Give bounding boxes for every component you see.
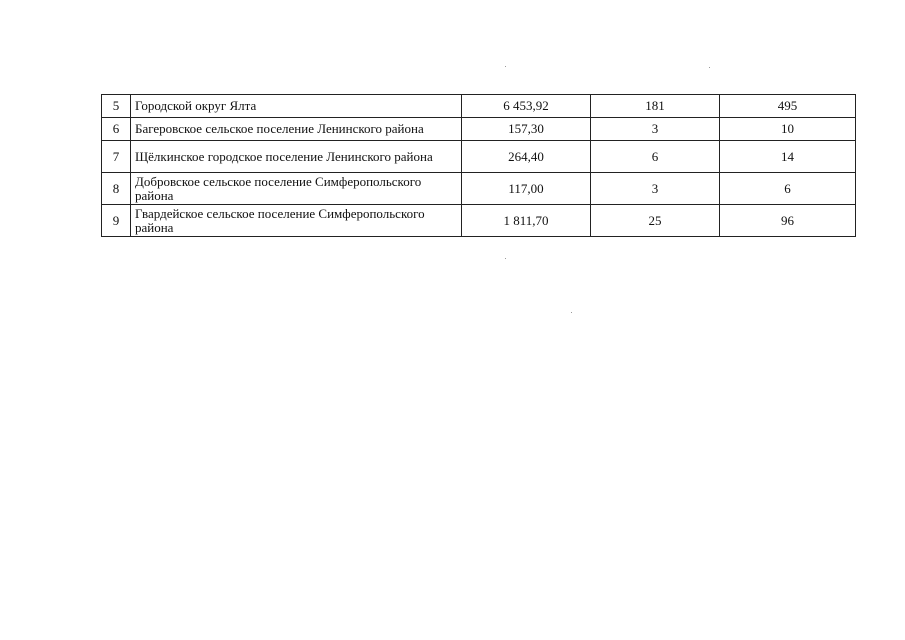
count-a: 3 <box>591 118 720 141</box>
area-value: 1 811,70 <box>462 205 591 237</box>
settlement-name: Багеровское сельское поселение Ленинского района <box>131 118 462 141</box>
scan-speck <box>709 67 710 68</box>
count-a: 181 <box>591 95 720 118</box>
row-number: 7 <box>102 141 131 173</box>
row-number: 9 <box>102 205 131 237</box>
table-row <box>102 95 856 118</box>
settlement-name: Гвардейское сельское поселение Симферопольского района <box>131 205 462 237</box>
settlement-name: Городской округ Ялта <box>131 95 462 118</box>
row-number: 5 <box>102 95 131 118</box>
table-row <box>102 205 856 237</box>
table-row <box>102 118 856 141</box>
table-row <box>102 141 856 173</box>
row-number: 6 <box>102 118 131 141</box>
area-value: 117,00 <box>462 173 591 205</box>
count-a: 3 <box>591 173 720 205</box>
settlement-name: Щёлкинское городское поселение Ленинского района <box>131 141 462 173</box>
count-b: 495 <box>720 95 856 118</box>
area-value: 157,30 <box>462 118 591 141</box>
count-b: 14 <box>720 141 856 173</box>
data-table <box>101 94 856 237</box>
table-row <box>102 173 856 205</box>
row-number: 8 <box>102 173 131 205</box>
area-value: 6 453,92 <box>462 95 591 118</box>
count-a: 6 <box>591 141 720 173</box>
count-b: 10 <box>720 118 856 141</box>
count-b: 96 <box>720 205 856 237</box>
scan-speck <box>571 312 572 313</box>
scan-speck <box>505 66 506 67</box>
area-value: 264,40 <box>462 141 591 173</box>
count-b: 6 <box>720 173 856 205</box>
scan-speck <box>505 258 506 259</box>
count-a: 25 <box>591 205 720 237</box>
settlement-name: Добровское сельское поселение Симферопольского района <box>131 173 462 205</box>
